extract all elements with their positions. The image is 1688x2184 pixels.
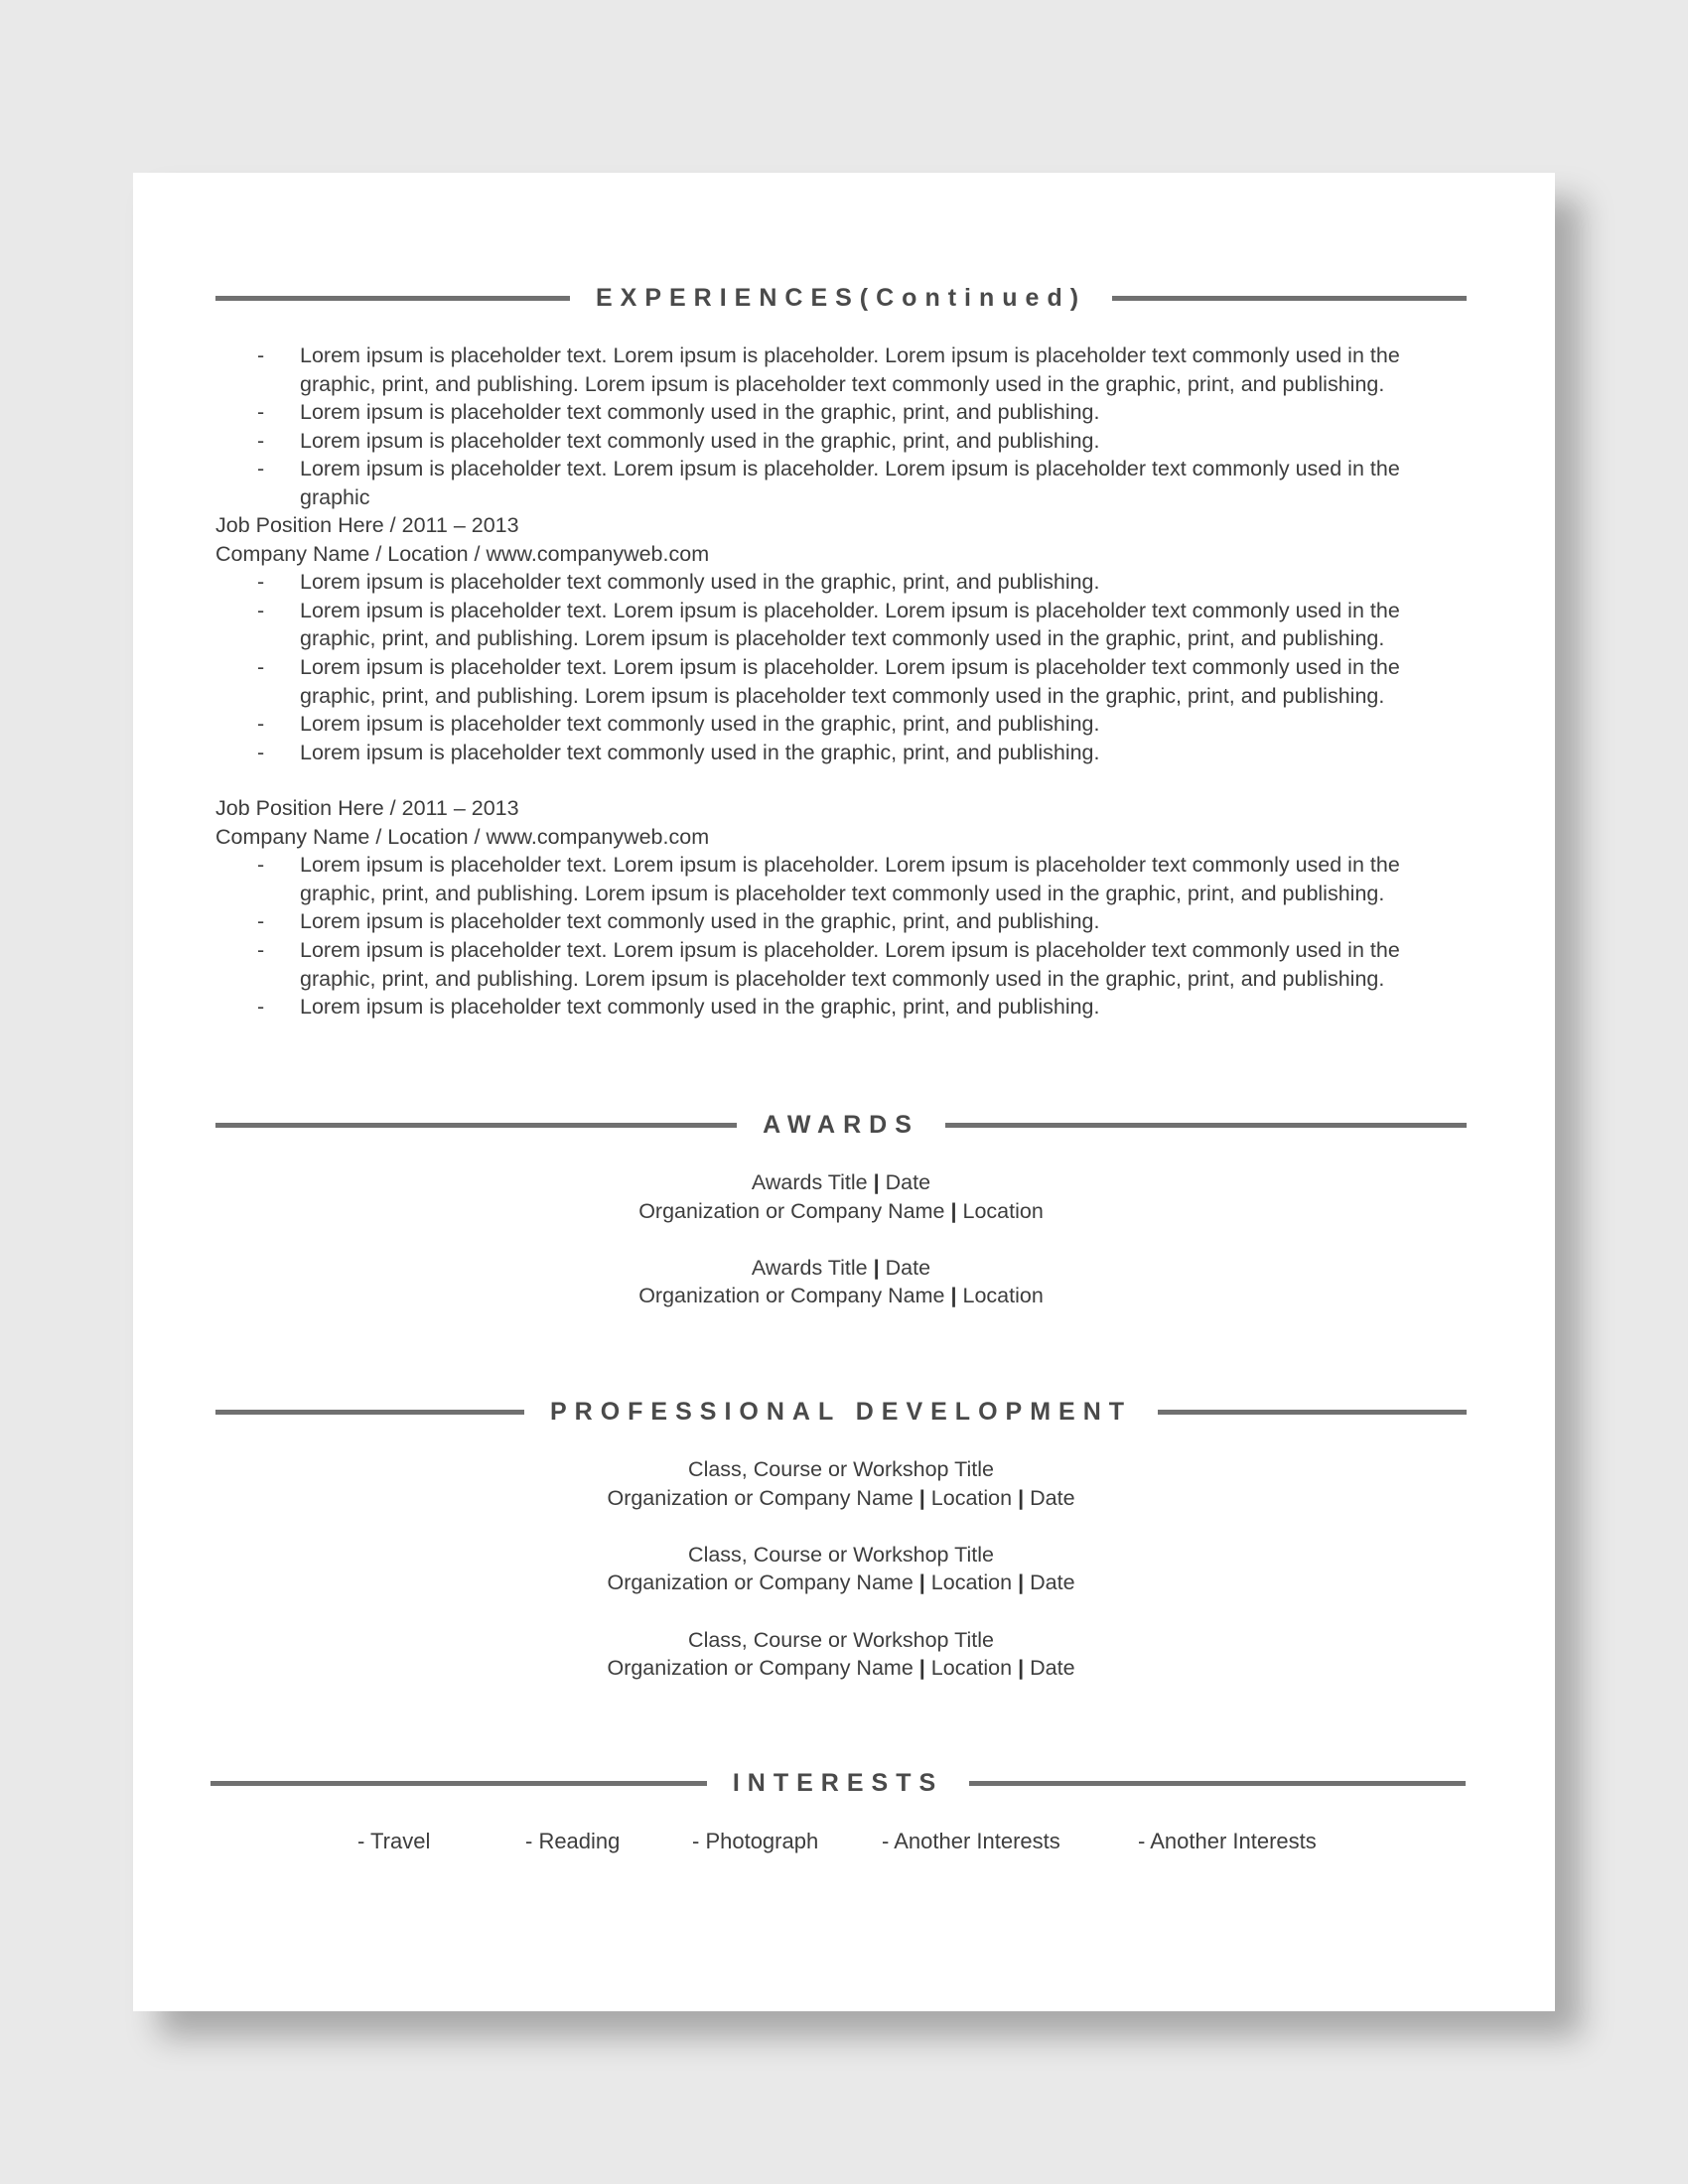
- course-organization: Organization or Company Name: [607, 1656, 914, 1681]
- award-entry: [215, 1254, 1467, 1310]
- heading-rule-right: [969, 1781, 1466, 1786]
- interests-heading: INTERESTS: [732, 1768, 944, 1797]
- award-title: Awards Title: [751, 1170, 868, 1194]
- bullet-text: Lorem ipsum is placeholder text. Lorem ipsum is placeholder. Lorem ipsum is placeholder text commonly used in the graphic, print, and publishing. Lorem ipsum is placeholder text commonly used in the graphic, print, and publishing.: [300, 937, 1400, 991]
- heading-rule-right: [945, 1123, 1467, 1128]
- course-organization: Organization or Company Name: [607, 1485, 914, 1510]
- awards-heading: AWARDS: [763, 1110, 919, 1139]
- award-entry: [215, 1168, 1467, 1225]
- heading-rule-left: [215, 296, 570, 301]
- award-org-line: [215, 1282, 1467, 1310]
- dash-mark: -: [257, 400, 265, 425]
- awards-list: [215, 1168, 1467, 1339]
- bullet-text: Lorem ipsum is placeholder text. Lorem ipsum is placeholder. Lorem ipsum is placeholder text commonly used in the graphic, print, and publishing. Lorem ipsum is placeholder text commonly used in the graphic, print, and publishing.: [300, 598, 1400, 651]
- course-location: Location: [930, 1656, 1013, 1681]
- award-date: Date: [885, 1255, 931, 1280]
- award-location: Location: [962, 1284, 1044, 1308]
- experiences-continued-block: [215, 341, 1467, 512]
- bullet-text: Lorem ipsum is placeholder text. Lorem ipsum is placeholder. Lorem ipsum is placeholder text commonly used in the graphic, print, and publishing. Lorem ipsum is placeholder text commonly used in the graphic, print, and publishing.: [300, 343, 1400, 396]
- bullet-text: Lorem ipsum is placeholder text. Lorem ipsum is placeholder. Lorem ipsum is placeholder text commonly used in the graphic, print, and publishing. Lorem ipsum is placeholder text commonly used in the graphic, print, and publishing.: [300, 853, 1400, 905]
- bullet-text: Lorem ipsum is placeholder text commonly used in the graphic, print, and publishing.: [300, 570, 1100, 595]
- list-item: [215, 597, 1467, 653]
- course-title: Class, Course or Workshop Title: [688, 1542, 994, 1567]
- separator: |: [950, 1198, 957, 1223]
- professional-development-heading-row: [215, 1392, 1467, 1432]
- bullet-text: Lorem ipsum is placeholder text commonly used in the graphic, print, and publishing.: [300, 995, 1100, 1020]
- heading-rule-right: [1112, 296, 1467, 301]
- award-org-line: [215, 1197, 1467, 1226]
- course-entry: [215, 1541, 1467, 1597]
- interest-item: - Reading: [525, 1829, 621, 1853]
- course-org-line: [215, 1484, 1467, 1513]
- dash-mark: -: [257, 457, 265, 481]
- dash-mark: -: [257, 598, 265, 622]
- experiences-heading-row: [215, 278, 1467, 318]
- bullet-text: Lorem ipsum is placeholder text. Lorem ipsum is placeholder. Lorem ipsum is placeholder text commonly used in the graphic, print, and publishing. Lorem ipsum is placeholder text commonly used in the graphic, print, and publishing.: [300, 654, 1400, 708]
- list-item: [215, 710, 1467, 739]
- list-item: [215, 398, 1467, 427]
- course-date: Date: [1030, 1570, 1075, 1595]
- interest-item: - Photograph: [692, 1829, 819, 1853]
- dash-mark: -: [257, 654, 265, 679]
- course-entry: [215, 1455, 1467, 1512]
- course-org-line: [215, 1569, 1467, 1597]
- heading-rule-left: [215, 1123, 737, 1128]
- interest-item: - Travel: [357, 1829, 431, 1853]
- dash-mark: -: [257, 995, 265, 1020]
- experiences-heading: EXPERIENCES(Continued): [595, 283, 1087, 312]
- separator: |: [1018, 1570, 1025, 1595]
- dash-mark: -: [257, 428, 265, 453]
- list-item: [215, 653, 1467, 710]
- course-organization: Organization or Company Name: [607, 1570, 914, 1595]
- course-date: Date: [1030, 1485, 1075, 1510]
- interest-item: - Another Interests: [882, 1829, 1060, 1853]
- list-item: [215, 936, 1467, 993]
- job-position-line: Job Position Here / 2011 – 2013: [215, 796, 519, 820]
- job-bullet-list: [215, 851, 1467, 1022]
- award-date: Date: [885, 1170, 931, 1194]
- separator: |: [918, 1656, 925, 1681]
- heading-rule-right: [1158, 1410, 1467, 1415]
- list-item: [215, 739, 1467, 767]
- award-title: Awards Title: [751, 1255, 868, 1280]
- job-company-line: Company Name / Location / www.companyweb.com: [215, 541, 710, 566]
- dash-mark: -: [257, 937, 265, 962]
- dash-mark: -: [257, 570, 265, 595]
- awards-heading-row: [215, 1105, 1467, 1145]
- list-item: [215, 427, 1467, 456]
- bullet-text: Lorem ipsum is placeholder text commonly used in the graphic, print, and publishing.: [300, 428, 1100, 453]
- interests-heading-row: [211, 1763, 1466, 1803]
- separator: |: [1018, 1656, 1025, 1681]
- separator: |: [1018, 1485, 1025, 1510]
- job-bullet-list: [215, 568, 1467, 766]
- course-location: Location: [930, 1485, 1013, 1510]
- interest-item: - Another Interests: [1138, 1829, 1317, 1853]
- dash-mark: -: [257, 853, 265, 878]
- bullet-text: Lorem ipsum is placeholder text. Lorem ipsum is placeholder. Lorem ipsum is placeholder text commonly used in the graphic: [300, 457, 1400, 509]
- bullet-text: Lorem ipsum is placeholder text commonly used in the graphic, print, and publishing.: [300, 909, 1100, 934]
- heading-rule-left: [215, 1410, 524, 1415]
- job-position-line: Job Position Here / 2011 – 2013: [215, 513, 519, 537]
- separator: |: [873, 1255, 880, 1280]
- list-item: [215, 907, 1467, 936]
- award-title-line: [215, 1168, 1467, 1197]
- award-organization: Organization or Company Name: [638, 1284, 945, 1308]
- bullet-text: Lorem ipsum is placeholder text commonly used in the graphic, print, and publishing.: [300, 400, 1100, 425]
- job-entry-1: [215, 511, 1467, 766]
- dash-mark: -: [257, 343, 265, 367]
- course-title: Class, Course or Workshop Title: [688, 1457, 994, 1481]
- dash-mark: -: [257, 909, 265, 934]
- professional-development-heading: PROFESSIONAL DEVELOPMENT: [549, 1397, 1133, 1426]
- course-entry: [215, 1626, 1467, 1683]
- job-company-line: Company Name / Location / www.companyweb.com: [215, 824, 710, 849]
- separator: |: [918, 1485, 925, 1510]
- award-title-line: [215, 1254, 1467, 1283]
- continued-bullet-list: [215, 341, 1467, 512]
- award-organization: Organization or Company Name: [638, 1198, 945, 1223]
- award-location: Location: [962, 1198, 1044, 1223]
- separator: |: [873, 1170, 880, 1194]
- course-org-line: [215, 1654, 1467, 1683]
- list-item: [215, 851, 1467, 907]
- resume-page: [133, 173, 1555, 2011]
- list-item: [215, 568, 1467, 597]
- separator: |: [950, 1284, 957, 1308]
- list-item: [215, 993, 1467, 1022]
- list-item: [215, 455, 1467, 511]
- course-location: Location: [930, 1570, 1013, 1595]
- bullet-text: Lorem ipsum is placeholder text commonly used in the graphic, print, and publishing.: [300, 740, 1100, 764]
- professional-development-list: [215, 1455, 1467, 1710]
- bullet-text: Lorem ipsum is placeholder text commonly used in the graphic, print, and publishing.: [300, 712, 1100, 737]
- course-title: Class, Course or Workshop Title: [688, 1627, 994, 1652]
- separator: |: [918, 1570, 925, 1595]
- dash-mark: -: [257, 712, 265, 737]
- course-date: Date: [1030, 1656, 1075, 1681]
- list-item: [215, 341, 1467, 398]
- heading-rule-left: [211, 1781, 707, 1786]
- dash-mark: -: [257, 740, 265, 764]
- job-entry-2: [215, 794, 1467, 1022]
